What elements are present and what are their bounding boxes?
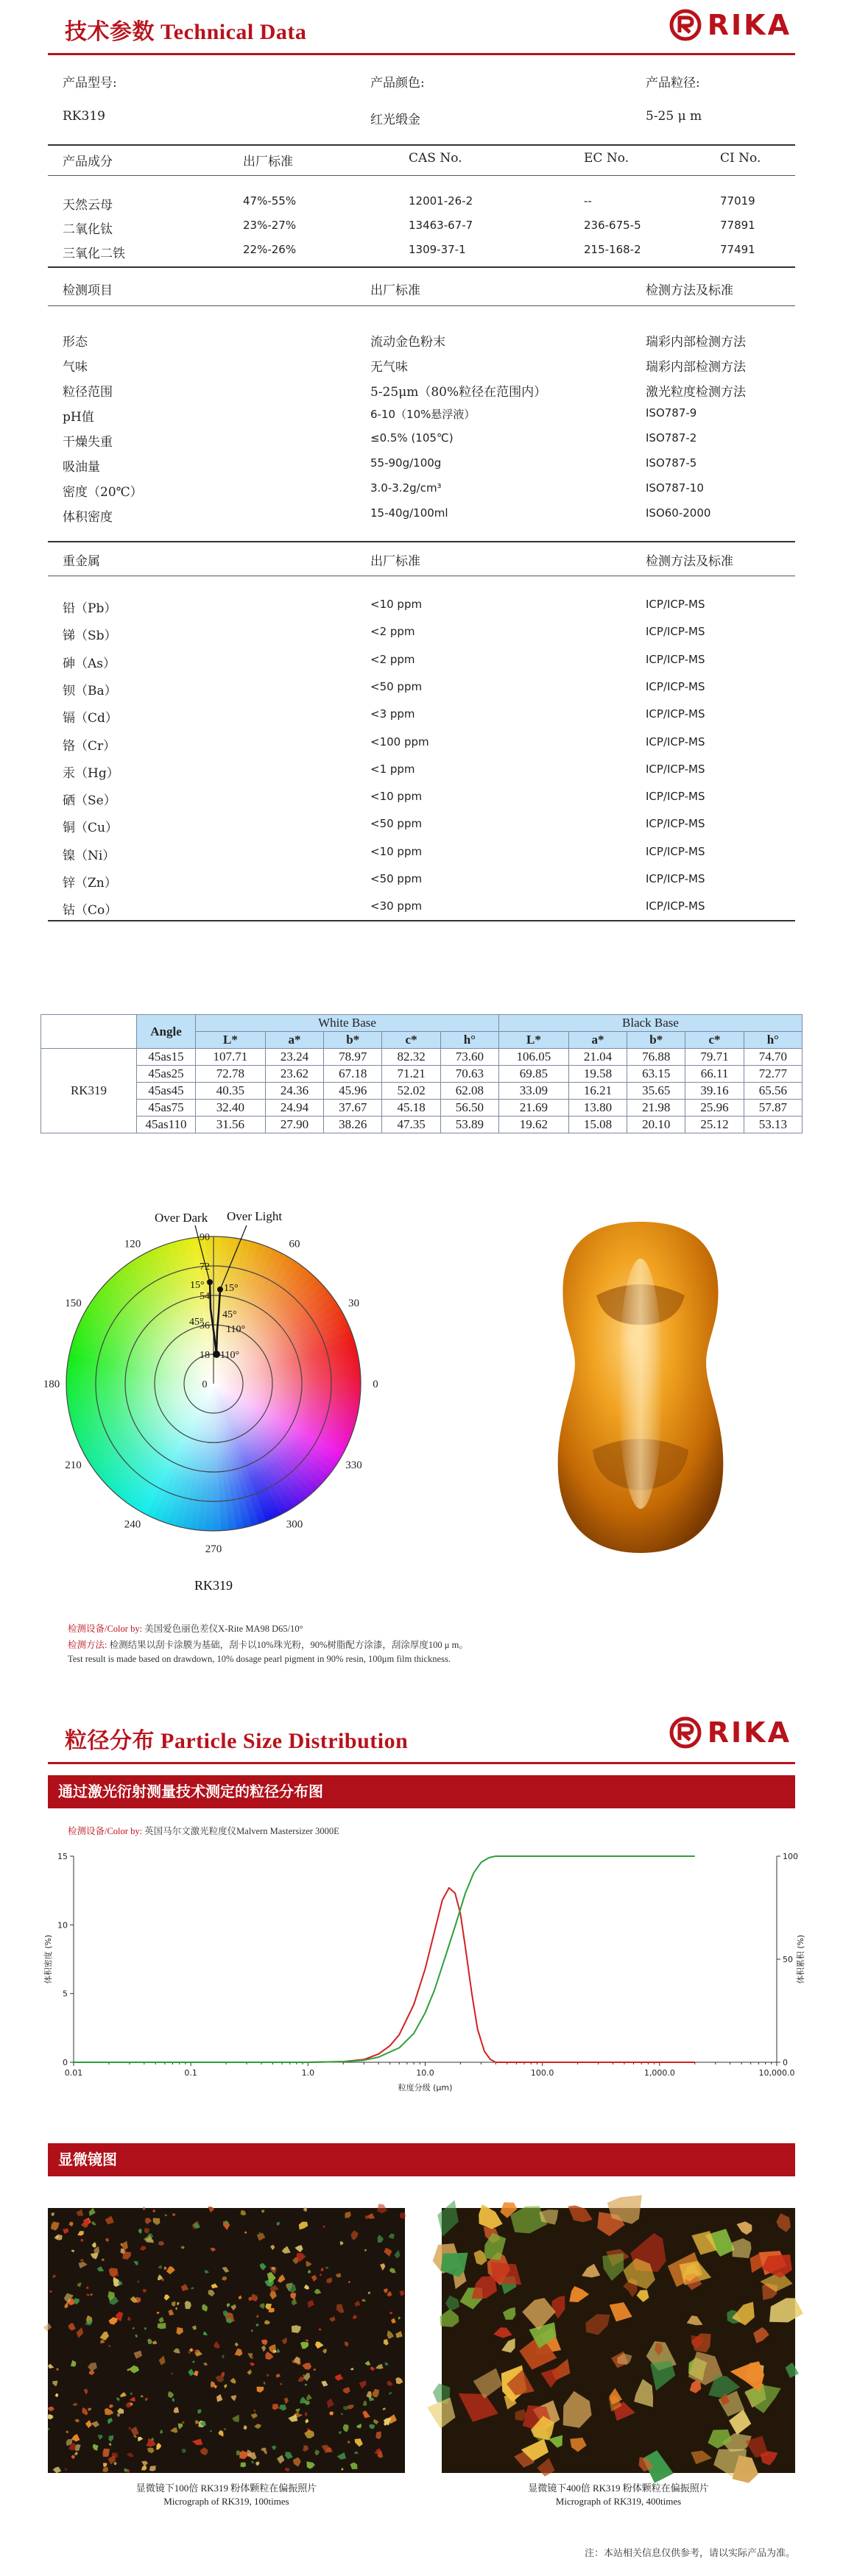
table-cell: 21.04: [568, 1049, 627, 1066]
header-rule: [48, 53, 795, 55]
table-cell: 106.05: [498, 1049, 568, 1066]
x-tick-label: 10,000.0: [758, 2068, 795, 2078]
composition-cell: 77019: [720, 194, 755, 208]
point-label: 110°: [226, 1324, 246, 1335]
method-text: 检测结果以刮卡涂膜为基础，刮卡以10%珠光粉，90%树脂配方涂漆，刮涂厚度100 μ m。: [107, 1640, 468, 1650]
rika-logo-text: RIKA: [707, 9, 791, 41]
angle-tick-label: 270: [205, 1543, 222, 1555]
metal-cell: ICP/ICP-MS: [646, 707, 705, 721]
polar-chart-name: RK319: [194, 1578, 233, 1593]
table-cell: 79.71: [685, 1049, 744, 1066]
product-model-label: 产品型号:: [63, 76, 117, 91]
composition-cell: 天然云母: [63, 198, 113, 213]
angle-header: Angle: [137, 1015, 196, 1049]
metal-cell: ICP/ICP-MS: [646, 735, 705, 749]
color-column-header: L*: [196, 1032, 266, 1049]
table-cell: 53.89: [440, 1117, 498, 1133]
metal-cell: 钡（Ba）: [63, 683, 117, 698]
point-label: 45°: [189, 1317, 204, 1328]
caption-en: Micrograph of RK319, 400times: [555, 2496, 682, 2507]
y-axis-label-left: 体积密度 (%): [43, 1934, 53, 1984]
composition-cell: 215-168-2: [584, 243, 641, 256]
table-row: [41, 1100, 803, 1117]
table-row: [41, 1066, 803, 1083]
y-axis-label-right: 体积累积 (%): [796, 1934, 805, 1984]
table-cell: 69.85: [498, 1066, 568, 1083]
test-cell: 6-10（10%悬浮液）: [370, 408, 476, 421]
table-cell: 53.13: [744, 1117, 802, 1133]
test-cell: 55-90g/100g: [370, 456, 442, 470]
x-axis-label: 粒度分级 (μm): [398, 2083, 453, 2092]
test-cell: 3.0-3.2g/cm³: [370, 481, 442, 495]
rika-logo-text: RIKA: [707, 1716, 791, 1749]
angle-tick-label: 300: [286, 1518, 303, 1531]
angle-tick-label: 330: [345, 1459, 362, 1471]
divider: [48, 305, 795, 306]
radial-tick-label: 18: [200, 1350, 210, 1361]
radial-tick-label: 72: [200, 1262, 210, 1273]
test-cell: 15-40g/100ml: [370, 506, 448, 520]
metal-cell: <10 ppm: [370, 844, 423, 858]
metal-cell: 硒（Se）: [63, 793, 116, 809]
x-tick-label: 100.0: [530, 2068, 554, 2078]
table-cell: 19.62: [498, 1117, 568, 1133]
metal-cell: 砷（As）: [63, 656, 116, 671]
composition-header: 出厂标准: [243, 155, 293, 169]
table-cell: 72.78: [196, 1066, 266, 1083]
metal-cell: 锌（Zn）: [63, 876, 117, 891]
paint-sample-car-image: [537, 1214, 744, 1560]
metal-cell: <50 ppm: [370, 872, 423, 885]
point-label: 15°: [224, 1283, 239, 1294]
table-cell: 70.63: [440, 1066, 498, 1083]
y-tick-label-left: 0: [63, 2058, 68, 2067]
test-cell: 5-25μm（80%粒径在范围内）: [370, 385, 547, 400]
table-cell: 45as75: [137, 1100, 196, 1117]
composition-cell: 1309-37-1: [409, 243, 466, 256]
angle-tick-label: 30: [348, 1298, 360, 1309]
point-label: 15°: [190, 1280, 205, 1291]
table-cell: 47.35: [382, 1117, 440, 1133]
table-cell: 65.56: [744, 1083, 802, 1100]
color-column-header: h°: [440, 1032, 498, 1049]
rika-logo: [669, 1716, 791, 1749]
method-english-note: Test result is made based on drawdown, 10% dosage pearl pigment in 90% resin, 100μm film thickness.: [68, 1654, 451, 1664]
color-column-header: h°: [744, 1032, 802, 1049]
metal-cell: 汞（Hg）: [63, 765, 119, 781]
composition-cell: 三氧化二铁: [63, 247, 125, 261]
table-cell: 73.60: [440, 1049, 498, 1066]
radial-tick-label: 36: [200, 1320, 210, 1331]
table-cell: 45as45: [137, 1083, 196, 1100]
product-name-cell: RK319: [41, 1049, 137, 1133]
table-cell: 39.16: [685, 1083, 744, 1100]
table-cell: 20.10: [627, 1117, 685, 1133]
table-cell: 25.96: [685, 1100, 744, 1117]
divider: [48, 541, 795, 542]
angle-tick-label: 180: [43, 1379, 60, 1390]
metal-cell: 镉（Cd）: [63, 711, 118, 726]
angle-tick-label: 120: [124, 1238, 141, 1250]
table-row: [41, 1049, 803, 1066]
white-base-header: White Base: [196, 1015, 499, 1032]
y-tick-label-right: 0: [783, 2058, 788, 2067]
table-cell: 27.90: [265, 1117, 323, 1133]
y-tick-label-left: 15: [57, 1852, 68, 1861]
composition-cell: 二氧化钛: [63, 222, 113, 237]
rika-logo-mark-icon: [669, 9, 702, 41]
table-cell: 37.67: [324, 1100, 382, 1117]
divider: [48, 175, 795, 176]
table-cell: 24.94: [265, 1100, 323, 1117]
table-cell: 63.15: [627, 1066, 685, 1083]
product-color-value: 红光缎金: [370, 113, 420, 127]
table-cell: 57.87: [744, 1100, 802, 1117]
method-label: 检测方法:: [68, 1640, 107, 1650]
test-cell: ISO787-9: [646, 406, 697, 420]
metal-cell: 锑（Sb）: [63, 629, 117, 644]
color-device-text: 美国爱色丽色差仪X-Rite MA98 D65/10°: [142, 1624, 303, 1634]
color-column-header: a*: [568, 1032, 627, 1049]
table-cell: 23.62: [265, 1066, 323, 1083]
divider: [48, 920, 795, 921]
table-cell: 21.98: [627, 1100, 685, 1117]
metal-cell: ICP/ICP-MS: [646, 790, 705, 804]
table-cell: 45as110: [137, 1117, 196, 1133]
test-cell: ISO787-10: [646, 481, 704, 495]
color-device-note: [68, 1621, 303, 1635]
test-cell: 密度（20℃）: [63, 485, 143, 500]
metal-cell: <1 ppm: [370, 762, 415, 776]
test-cell: ≤0.5% (105℃): [370, 431, 454, 445]
micrograph-100x-caption: [48, 2482, 405, 2508]
caption-cn: 显微镜下400倍 RK319 粉体颗粒在偏振照片: [528, 2483, 709, 2494]
particle-size-banner: 通过激光衍射测量技术测定的粒径分布图: [48, 1775, 795, 1808]
metal-cell: ICP/ICP-MS: [646, 872, 705, 885]
test-cell: ISO60-2000: [646, 506, 711, 520]
metal-cell: 钴（Co）: [63, 903, 118, 919]
table-cell: 19.58: [568, 1066, 627, 1083]
over-light-label: Over Light: [227, 1209, 283, 1223]
metal-cell: <30 ppm: [370, 899, 423, 913]
table-cell: 33.09: [498, 1083, 568, 1100]
metal-cell: 镍（Ni）: [63, 848, 116, 863]
composition-cell: 13463-67-7: [409, 219, 473, 232]
composition-cell: 23%-27%: [243, 219, 297, 232]
table-row: [41, 1117, 803, 1133]
test-cell: 吸油量: [63, 460, 100, 475]
point-label: 45°: [222, 1309, 237, 1320]
table-cell: 25.12: [685, 1117, 744, 1133]
caption-en: Micrograph of RK319, 100times: [163, 2496, 289, 2507]
table-cell: 23.24: [265, 1049, 323, 1066]
rika-logo: [669, 9, 791, 41]
tests-header: 出厂标准: [370, 283, 420, 298]
table-cell: 31.56: [196, 1117, 266, 1133]
method-note: [68, 1638, 468, 1651]
micrograph-400x-caption: [442, 2482, 795, 2508]
product-color-label: 产品颜色:: [370, 76, 425, 91]
particle-size-title: 粒径分布 Particle Size Distribution: [65, 1729, 409, 1753]
y-tick-label-left: 5: [63, 1989, 68, 1999]
table-cell: 24.36: [265, 1083, 323, 1100]
composition-cell: 12001-26-2: [409, 194, 473, 208]
table-cell: 32.40: [196, 1100, 266, 1117]
micrograph-100x-image: [48, 2208, 405, 2473]
color-measurement-table: [40, 1014, 803, 1133]
composition-cell: 77491: [720, 243, 755, 256]
particle-device-text: 英国马尔文激光粒度仪Malvern Mastersizer 3000E: [142, 1826, 339, 1836]
metal-cell: ICP/ICP-MS: [646, 598, 705, 611]
header-rule: [48, 1762, 795, 1764]
metal-cell: 铬（Cr）: [63, 738, 116, 754]
metals-header: 出厂标准: [370, 554, 420, 569]
technical-data-title: 技术参数 Technical Data: [65, 20, 307, 44]
metal-cell: <50 ppm: [370, 817, 423, 831]
metal-cell: ICP/ICP-MS: [646, 679, 705, 693]
composition-header: EC No.: [584, 151, 629, 166]
divider: [48, 266, 795, 268]
product-size-value: 5-25 μ m: [646, 109, 702, 124]
angle-tick-label: 240: [124, 1518, 141, 1531]
table-cell: 78.97: [324, 1049, 382, 1066]
table-cell: 62.08: [440, 1083, 498, 1100]
y-tick-label-right: 100: [783, 1852, 798, 1861]
table-cell: 21.69: [498, 1100, 568, 1117]
metals-header: 重金属: [63, 554, 100, 569]
particle-device-label: 检测设备/Color by:: [68, 1826, 143, 1836]
metal-cell: ICP/ICP-MS: [646, 899, 705, 913]
table-cell: 66.11: [685, 1066, 744, 1083]
tests-header: 检测方法及标准: [646, 283, 733, 298]
table-cell: 107.71: [196, 1049, 266, 1066]
microscope-banner: 显微镜图: [48, 2143, 795, 2176]
composition-cell: --: [584, 194, 592, 208]
metal-cell: <50 ppm: [370, 679, 423, 693]
table-cell: 52.02: [382, 1083, 440, 1100]
y-tick-label-left: 10: [57, 1920, 68, 1931]
footer-disclaimer: 注：本站相关信息仅供参考，请以实际产品为准。: [584, 2548, 795, 2559]
test-cell: 激光粒度检测方法: [646, 385, 746, 400]
table-cell: 72.77: [744, 1066, 802, 1083]
angle-tick-label: 210: [65, 1459, 82, 1471]
composition-cell: 47%-55%: [243, 194, 297, 208]
metal-cell: ICP/ICP-MS: [646, 844, 705, 858]
metal-cell: ICP/ICP-MS: [646, 625, 705, 639]
black-base-header: Black Base: [498, 1015, 802, 1032]
micrograph-400x-image: [442, 2208, 795, 2473]
metal-cell: 铜（Cu）: [63, 821, 118, 836]
composition-header: 产品成分: [63, 155, 113, 169]
over-dark-label: Over Dark: [155, 1211, 208, 1225]
metal-cell: <10 ppm: [370, 790, 423, 804]
table-cell: 56.50: [440, 1100, 498, 1117]
table-cell: 13.80: [568, 1100, 627, 1117]
table-cell: 38.26: [324, 1117, 382, 1133]
particle-device-note: [68, 1824, 339, 1837]
metal-cell: <2 ppm: [370, 652, 415, 666]
metal-cell: <3 ppm: [370, 707, 415, 721]
table-cell: 76.88: [627, 1049, 685, 1066]
test-cell: 粒径范围: [63, 385, 113, 400]
test-cell: 无气味: [370, 360, 408, 375]
table-cell: 15.08: [568, 1117, 627, 1133]
color-column-header: a*: [265, 1032, 323, 1049]
metal-cell: 铅（Pb）: [63, 601, 117, 616]
color-column-header: c*: [685, 1032, 744, 1049]
tests-header: 检测项目: [63, 283, 113, 298]
table-row: [41, 1083, 803, 1100]
metal-cell: <10 ppm: [370, 598, 423, 611]
test-cell: 瑞彩内部检测方法: [646, 335, 746, 350]
table-cell: 40.35: [196, 1083, 266, 1100]
cumulative-series-line: [74, 1856, 695, 2062]
composition-cell: 77891: [720, 219, 755, 232]
table-cell: 35.65: [627, 1083, 685, 1100]
color-column-header: b*: [324, 1032, 382, 1049]
x-tick-label: 1.0: [301, 2068, 315, 2078]
composition-cell: 22%-26%: [243, 243, 297, 256]
metal-cell: <100 ppm: [370, 735, 429, 749]
test-cell: 流动金色粉末: [370, 335, 445, 350]
test-cell: ISO787-5: [646, 456, 697, 470]
color-column-header: b*: [627, 1032, 685, 1049]
radial-tick-label: 54: [200, 1291, 210, 1302]
particle-size-chart: [40, 1847, 803, 2112]
table-cell: 71.21: [382, 1066, 440, 1083]
x-tick-label: 1,000.0: [643, 2068, 675, 2078]
table-cell: 67.18: [324, 1066, 382, 1083]
product-model-value: RK319: [63, 109, 105, 124]
color-column-header: c*: [382, 1032, 440, 1049]
test-cell: 干燥失重: [63, 435, 113, 450]
test-cell: 形态: [63, 335, 88, 350]
density-series-line: [74, 1888, 695, 2062]
table-cell: 45.18: [382, 1100, 440, 1117]
table-cell: 16.21: [568, 1083, 627, 1100]
table-cell: 45.96: [324, 1083, 382, 1100]
radial-tick-label: 0: [202, 1379, 208, 1390]
color-column-header: L*: [498, 1032, 568, 1049]
test-cell: 体积密度: [63, 510, 113, 525]
composition-header: CI No.: [720, 151, 761, 166]
angle-tick-label: 150: [65, 1298, 82, 1309]
point-label: 110°: [220, 1350, 240, 1361]
angle-tick-label: 0: [373, 1379, 378, 1390]
metals-header: 检测方法及标准: [646, 554, 733, 569]
x-tick-label: 0.1: [184, 2068, 197, 2078]
product-size-label: 产品粒径:: [646, 76, 700, 91]
radial-tick-label: 90: [200, 1232, 210, 1243]
table-cell: 45as25: [137, 1066, 196, 1083]
metal-cell: ICP/ICP-MS: [646, 652, 705, 666]
test-cell: pH值: [63, 410, 94, 425]
rika-logo-mark-icon: [669, 1716, 702, 1749]
metal-cell: ICP/ICP-MS: [646, 762, 705, 776]
test-cell: 瑞彩内部检测方法: [646, 360, 746, 375]
table-cell: 82.32: [382, 1049, 440, 1066]
x-tick-label: 0.01: [64, 2068, 83, 2078]
blank-header: [41, 1015, 137, 1049]
y-tick-label-right: 50: [783, 1955, 793, 1964]
test-cell: ISO787-2: [646, 431, 697, 445]
caption-cn: 显微镜下100倍 RK319 粉体颗粒在偏振照片: [135, 2483, 317, 2494]
x-tick-label: 10.0: [416, 2068, 434, 2078]
color-device-label: 检测设备/Color by:: [68, 1624, 143, 1634]
divider: [48, 144, 795, 146]
composition-cell: 236-675-5: [584, 219, 641, 232]
table-cell: 74.70: [744, 1049, 802, 1066]
color-polar-chart: [43, 1207, 390, 1612]
angle-tick-label: 60: [289, 1238, 300, 1250]
composition-header: CAS No.: [409, 151, 462, 166]
metal-cell: <2 ppm: [370, 625, 415, 639]
table-cell: 45as15: [137, 1049, 196, 1066]
metal-cell: ICP/ICP-MS: [646, 817, 705, 831]
test-cell: 气味: [63, 360, 88, 375]
